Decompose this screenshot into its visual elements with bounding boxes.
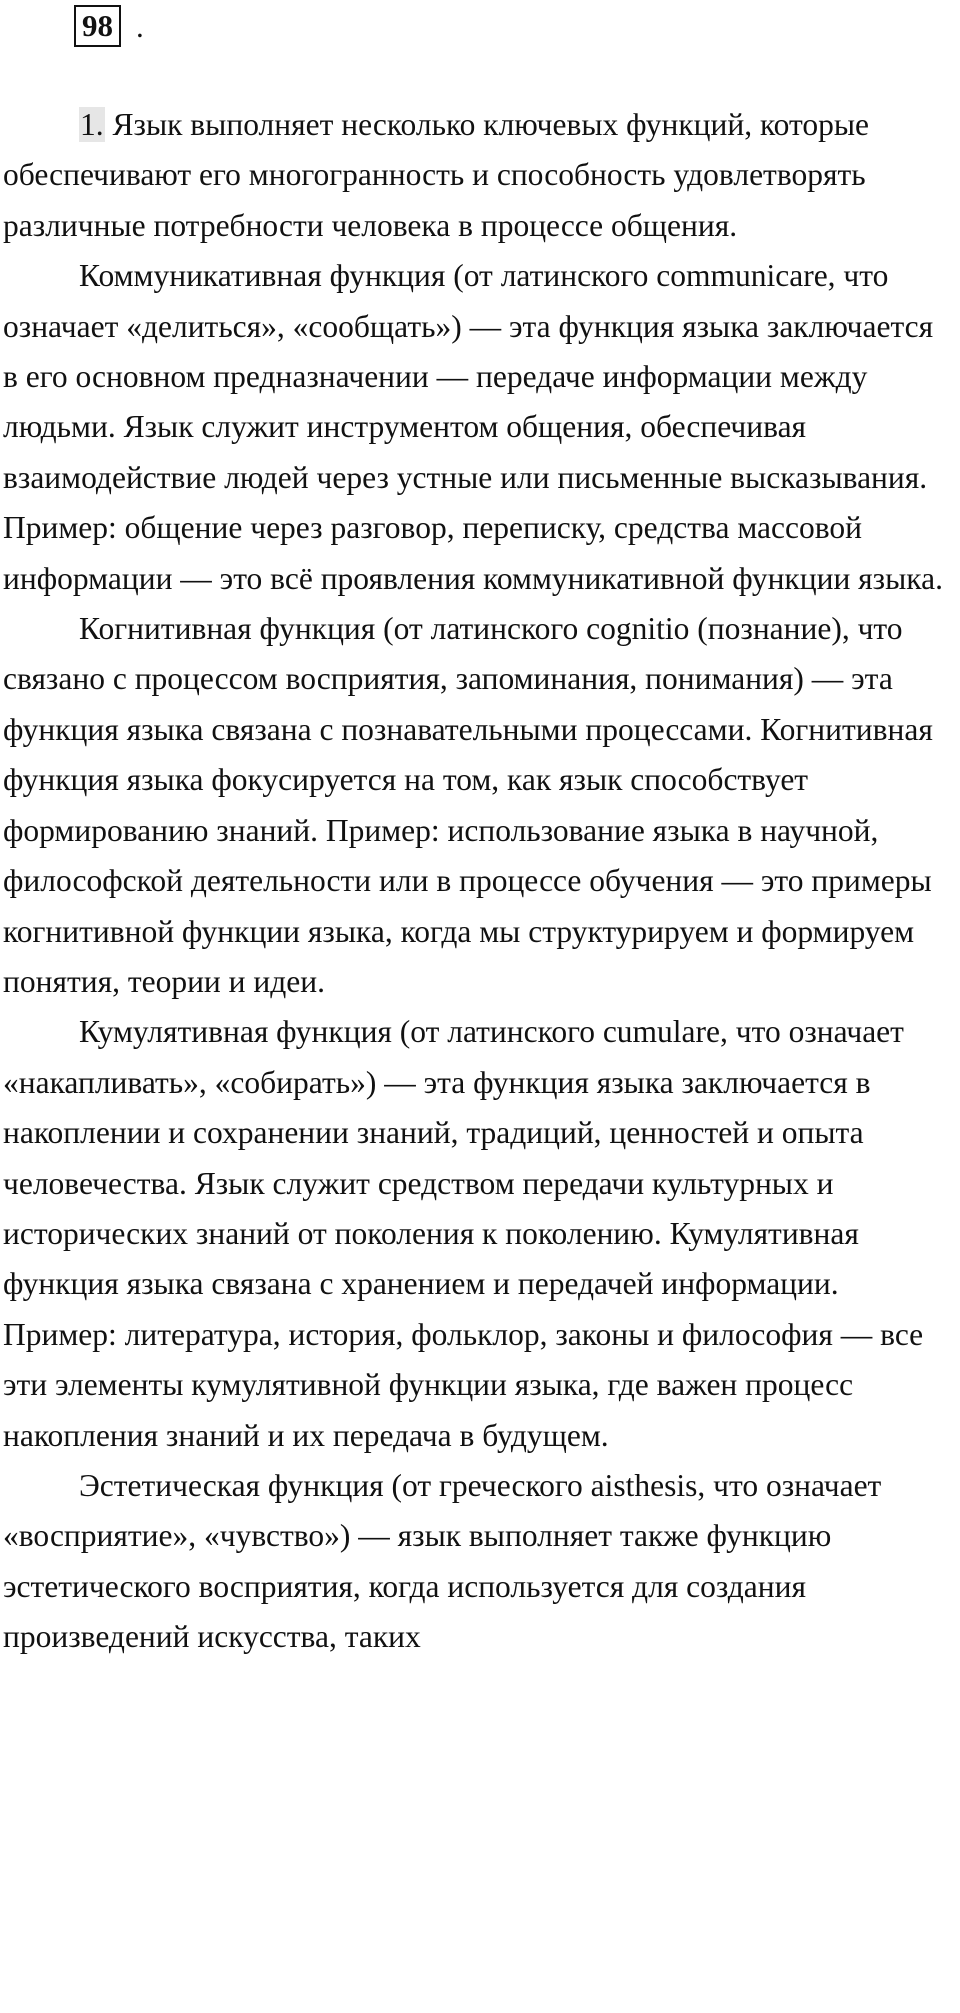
answer-text bbox=[3, 100, 953, 1663]
paragraph-cognitive: Когнитивная функция (от латинского cognitio (познание), что связано с процессом восприятия, запоминания, понимания) — эта функция языка связана с познавательными процессами. Когнитивная функция языка фокусируется на том, как язык способствует формированию знаний. Пример: использование языка в научной, философской деятельности или в процессе обучения — это примеры когнитивной функции языка, когда мы структурируем и формируем понятия, теории и идеи. bbox=[3, 611, 933, 999]
paragraph-intro-text: Язык выполняет несколько ключевых функций, которые обеспечивают его многогранность и способность удовлетворять различные потребности человека в процессе общения. bbox=[3, 107, 870, 243]
paragraph-communicative: Коммуникативная функция (от латинского communicare, что означает «делиться», «сообщать») — эта функция языка заключается в его основном предназначении — передаче информации между людьми. Язык служит инструментом общения, обеспечивая взаимодействие людей через устные или письменные высказывания. Пример: общение через разговор, переписку, средства массовой информации — это всё проявления коммуникативной функции языка. bbox=[3, 258, 943, 596]
paragraph-aesthetic: Эстетическая функция (от греческого aisthesis, что означает «восприятие», «чувство») — язык выполняет также функцию эстетического восприятия, когда используется для создания произведений искусства, таких bbox=[3, 1467, 882, 1655]
item-number: 1. bbox=[80, 107, 104, 142]
exercise-number-dot: . bbox=[136, 9, 144, 44]
paragraph-cumulative: Кумулятивная функция (от латинского cumulare, что означает «накапливать», «собирать») — эта функция языка заключается в накоплении и сохранении знаний, традиций, ценностей и опыта человечества. Язык служит средством передачи культурных и исторических знаний от поколения к поколению. Кумулятивная функция языка связана с хранением и передачей информации. Пример: литература, история, фольклор, законы и философия — все эти элементы кумулятивной функции языка, где важен процесс накопления знаний и их передача в будущем. bbox=[3, 1014, 924, 1453]
exercise-number-box bbox=[74, 5, 121, 47]
exercise-number: 98 bbox=[82, 8, 113, 43]
paragraph-intro bbox=[3, 100, 953, 251]
